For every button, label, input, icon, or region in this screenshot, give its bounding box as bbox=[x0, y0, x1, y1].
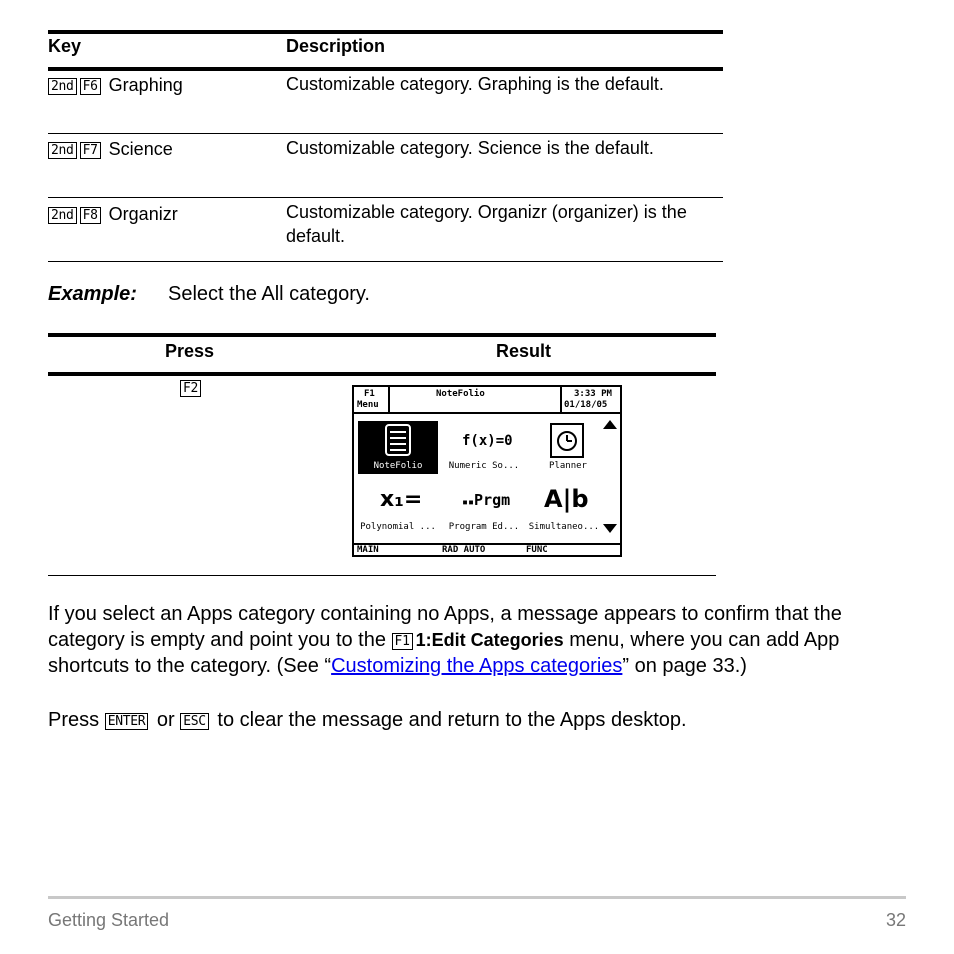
app-tile-program-editor[interactable] bbox=[442, 481, 526, 534]
footer-rule bbox=[48, 896, 906, 899]
press-table-bottom-rule bbox=[48, 575, 716, 576]
toolbar-date: 01/18/05 bbox=[564, 400, 608, 410]
planner-icon bbox=[526, 421, 610, 461]
status-bar-line bbox=[354, 543, 620, 545]
key-f1: F1 bbox=[392, 633, 413, 650]
toolbar-f1: F1 bbox=[364, 389, 375, 399]
scroll-up-icon[interactable] bbox=[602, 419, 618, 431]
key-f8: F8 bbox=[80, 207, 101, 224]
menu-name: 1:Edit Categories bbox=[415, 630, 564, 650]
toolbar-title: NoteFolio bbox=[436, 389, 485, 399]
key-2nd: 2nd bbox=[48, 142, 77, 159]
table-top-rule bbox=[48, 30, 723, 34]
key-2nd: 2nd bbox=[48, 78, 77, 95]
row-divider bbox=[48, 197, 723, 198]
numeric-solver-icon: f(x)=0 bbox=[462, 433, 513, 449]
polynomial-icon: x₁= bbox=[380, 487, 423, 512]
example-text: Select the All category. bbox=[168, 283, 370, 305]
key-esc: ESC bbox=[180, 713, 209, 730]
toolbar-bottom-line bbox=[354, 412, 620, 414]
table-row bbox=[48, 73, 183, 97]
row-divider bbox=[48, 133, 723, 134]
key-2nd: 2nd bbox=[48, 207, 77, 224]
table-row bbox=[48, 137, 173, 161]
status-angle: RAD AUTO bbox=[442, 545, 486, 555]
status-mode: MAIN bbox=[357, 545, 379, 555]
app-label: Simultaneo... bbox=[528, 522, 600, 532]
key-label: Science bbox=[108, 139, 173, 159]
press-table-top-rule bbox=[48, 333, 716, 337]
table-bottom-rule bbox=[48, 261, 723, 262]
key-enter: ENTER bbox=[105, 713, 149, 730]
row-description: Customizable category. Graphing is the default. bbox=[286, 74, 664, 94]
program-editor-icon: ▪▪Prgm bbox=[462, 491, 511, 509]
key-label: Organizr bbox=[108, 204, 178, 224]
status-graph: FUNC bbox=[526, 545, 548, 555]
app-label: Program Ed... bbox=[448, 522, 520, 532]
body-paragraph: If you select an Apps category containing no Apps, a message appears to confirm that the category is empty and point you to the F1 1:Edit Categories menu, where you can add App shortcuts to the category. (See “Customizing the Apps categories” on page 33.) bbox=[48, 603, 842, 677]
app-tile-polynomial[interactable] bbox=[358, 481, 442, 534]
toolbar-divider bbox=[560, 387, 562, 412]
app-label: Numeric So... bbox=[448, 461, 520, 471]
customizing-apps-categories-link[interactable]: Customizing the Apps categories bbox=[331, 655, 623, 677]
body-paragraph: Press ENTER or ESC to clear the message and return to the Apps desktop. bbox=[48, 709, 687, 731]
app-label: NoteFolio bbox=[373, 461, 423, 471]
notebook-icon bbox=[358, 421, 438, 461]
calculator-screen bbox=[352, 385, 622, 557]
result-column-header: Result bbox=[496, 341, 552, 361]
row-description: Customizable category. Science is the default. bbox=[286, 138, 654, 158]
toolbar-divider bbox=[388, 387, 390, 412]
simultaneous-icon: A|b bbox=[544, 485, 589, 513]
app-label: Planner bbox=[549, 461, 587, 471]
press-key-f2: F2 bbox=[180, 380, 204, 398]
press-column-header: Press bbox=[165, 341, 215, 361]
footer-section: Getting Started bbox=[48, 910, 170, 930]
table-header-rule bbox=[48, 67, 723, 71]
description-column-header: Description bbox=[286, 36, 386, 56]
scroll-down-icon[interactable] bbox=[602, 523, 618, 535]
page-number: 32 bbox=[885, 910, 906, 930]
toolbar-time: 3:33 PM bbox=[574, 389, 612, 399]
app-tile-planner[interactable] bbox=[526, 421, 610, 474]
app-label: Polynomial ... bbox=[360, 522, 436, 532]
row-description: Customizable category. Organizr (organizer) is the default. bbox=[286, 202, 687, 246]
app-tile-simultaneous[interactable] bbox=[526, 481, 610, 534]
example-label: Example: bbox=[48, 283, 137, 305]
press-table-header-rule bbox=[48, 372, 716, 376]
app-tile-notefolio[interactable] bbox=[358, 421, 438, 474]
key-f6: F6 bbox=[80, 78, 101, 95]
key-label: Graphing bbox=[108, 75, 183, 95]
app-tile-numeric-solver[interactable] bbox=[442, 421, 526, 474]
key-f7: F7 bbox=[80, 142, 101, 159]
table-row bbox=[48, 202, 178, 226]
toolbar-menu: Menu bbox=[357, 400, 379, 410]
key-column-header: Key bbox=[48, 36, 82, 56]
